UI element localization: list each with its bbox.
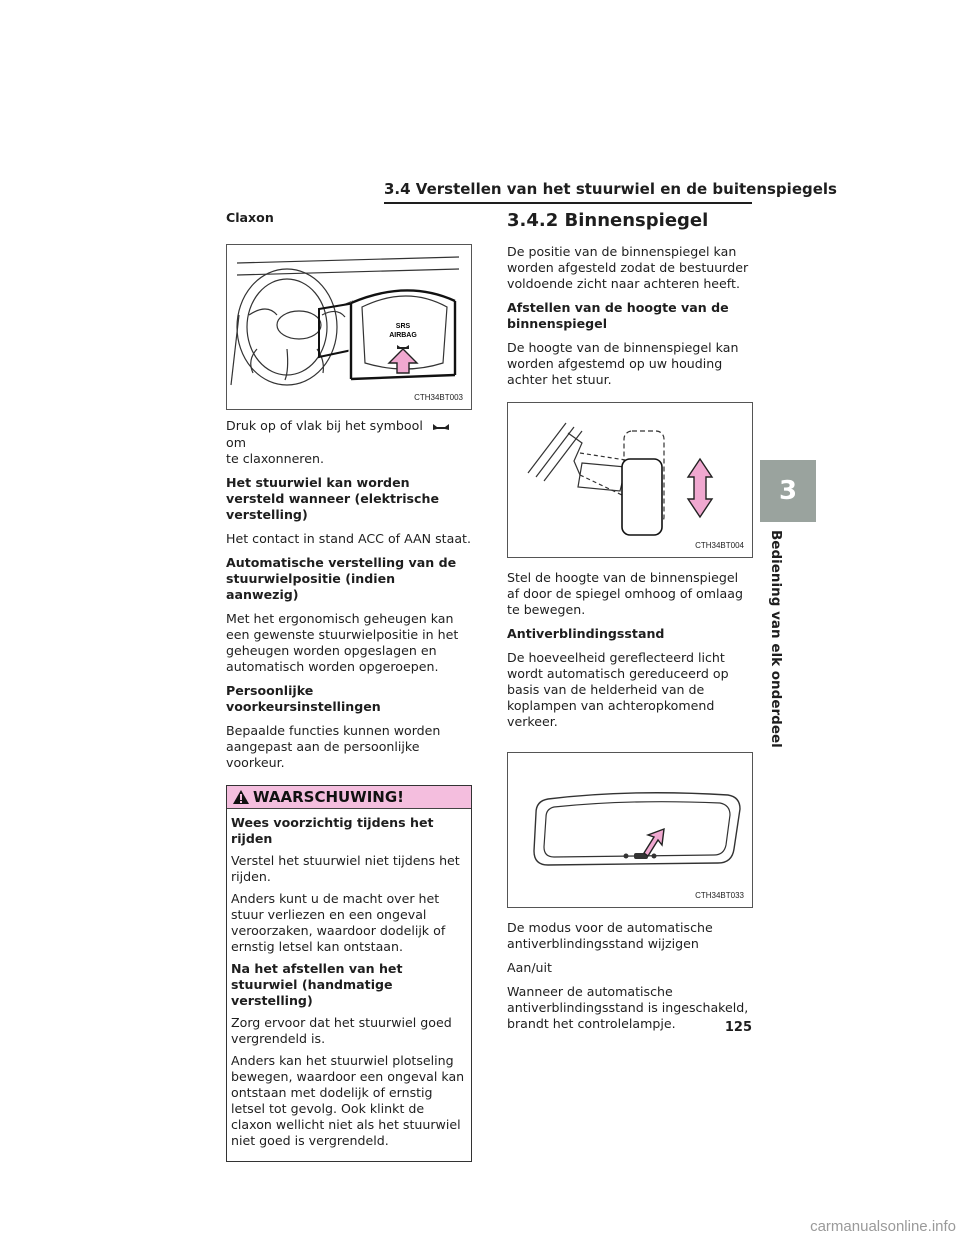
auto-title: Automatische verstelling van de stuurwielpositie (indien aanwezig) xyxy=(226,554,457,602)
indicator-light-icon xyxy=(624,854,629,859)
section-title: 3.4.2 Binnenspiegel xyxy=(507,210,709,231)
auto-text: Met het ergonomisch geheugen kan een gewenste stuurwielpositie in het geheugen worden opgeslagen en automatisch worden opgeroepen. xyxy=(226,610,459,674)
anti-text: De hoeveelheid gereflecteerd licht wordt automatisch gereduceerd op basis van de helderheid van de koplampen van achteropkomend verkeer. xyxy=(507,650,729,729)
height-title: Afstellen van de hoogte van de binnenspiegel xyxy=(507,300,729,331)
warning-box xyxy=(226,785,472,1162)
right-column xyxy=(507,210,753,1040)
airbag-label: AIRBAG xyxy=(389,332,417,339)
sensor-icon xyxy=(652,854,657,859)
srs-label: SRS xyxy=(395,323,411,330)
chapter-title: Bediening van elk onderdeel xyxy=(768,530,784,748)
pref-title: Persoonlijke voorkeursinstellingen xyxy=(226,682,381,714)
mode-text: De modus voor de automatische antiverblindingsstand wijzigen xyxy=(507,920,713,951)
claxon-instruction xyxy=(226,418,472,467)
mirror-illustration xyxy=(508,753,752,907)
press-arrow-icon xyxy=(644,829,664,856)
claxon-title: Claxon xyxy=(226,210,274,225)
figure-code: CTH34BT003 xyxy=(414,393,463,402)
warning-heading-1: Wees voorzichtig tijdens het rijden xyxy=(231,814,434,846)
warning-title: WAARSCHUWING! xyxy=(253,787,405,806)
figure-mirror-height xyxy=(507,402,753,558)
height-text-2: Stel de hoogte van de binnenspiegel af door de spiegel omhoog of omlaag te bewegen. xyxy=(507,570,743,617)
warning-text-4: Anders kan het stuurwiel plotseling bewegen, waardoor een ongeval kan ontstaan met dodelijk of ernstig letsel tot gevolg. Ook klinkt de claxon wellicht niet als het stuurwiel niet goed is vergrendeld. xyxy=(231,1052,465,1148)
section-header: 3.4 Verstellen van het stuurwiel en de buitenspiegels xyxy=(384,180,837,198)
pref-text: Bepaalde functies kunnen worden aangepast aan de persoonlijke voorkeur. xyxy=(226,722,441,770)
on-text: Wanneer de automatische antiverblindingsstand is ingeschakeld, brandt het controlelampje. xyxy=(507,984,749,1031)
figure-code: CTH34BT004 xyxy=(695,541,744,550)
figure-code: CTH34BT033 xyxy=(695,891,744,900)
claxon-text-2: om xyxy=(226,434,246,450)
figure-auto-dimming-mirror xyxy=(507,752,753,908)
header-rule xyxy=(384,202,752,204)
page-number: 125 xyxy=(724,1020,752,1035)
chapter-tab: 3 xyxy=(760,460,816,522)
warning-text-3: Zorg ervoor dat het stuurwiel goed vergrendeld is. xyxy=(231,1014,452,1046)
adjust-text: Het contact in stand ACC of AAN staat. xyxy=(226,530,471,546)
up-down-arrow-icon xyxy=(688,459,712,517)
claxon-text-1: Druk op of vlak bij het symbool xyxy=(226,418,423,433)
intro-text: De positie van de binnenspiegel kan worden afgesteld zodat de bestuurder voldoende zicht naar achteren heeft. xyxy=(507,244,749,291)
watermark: carmanualsonline.info xyxy=(810,1218,956,1235)
anti-title: Antiverblindingsstand xyxy=(507,626,665,641)
warning-header xyxy=(227,786,471,809)
height-text: De hoogte van de binnenspiegel kan worden afgestemd op uw houding achter het stuur. xyxy=(507,340,739,387)
warning-triangle-icon xyxy=(233,790,249,804)
horn-icon xyxy=(433,419,449,435)
claxon-text-3: te claxonneren. xyxy=(226,450,324,466)
steering-wheel-illustration xyxy=(227,245,471,409)
mirror-height-illustration xyxy=(508,403,752,557)
figure-steering-wheel xyxy=(226,244,472,410)
warning-text-1: Verstel het stuurwiel niet tijdens het rijden. xyxy=(231,852,460,884)
warning-text-2: Anders kunt u de macht over het stuur verliezen en een ongeval veroorzaken, waardoor dodelijk of ernstig letsel kan ontstaan. xyxy=(231,890,446,954)
adjust-title: Het stuurwiel kan worden versteld wanneer (elektrische verstelling) xyxy=(226,474,440,522)
onoff-text: Aan/uit xyxy=(507,960,552,975)
left-column xyxy=(226,210,472,1162)
warning-heading-2: Na het afstellen van het stuurwiel (handmatige verstelling) xyxy=(231,960,403,1008)
